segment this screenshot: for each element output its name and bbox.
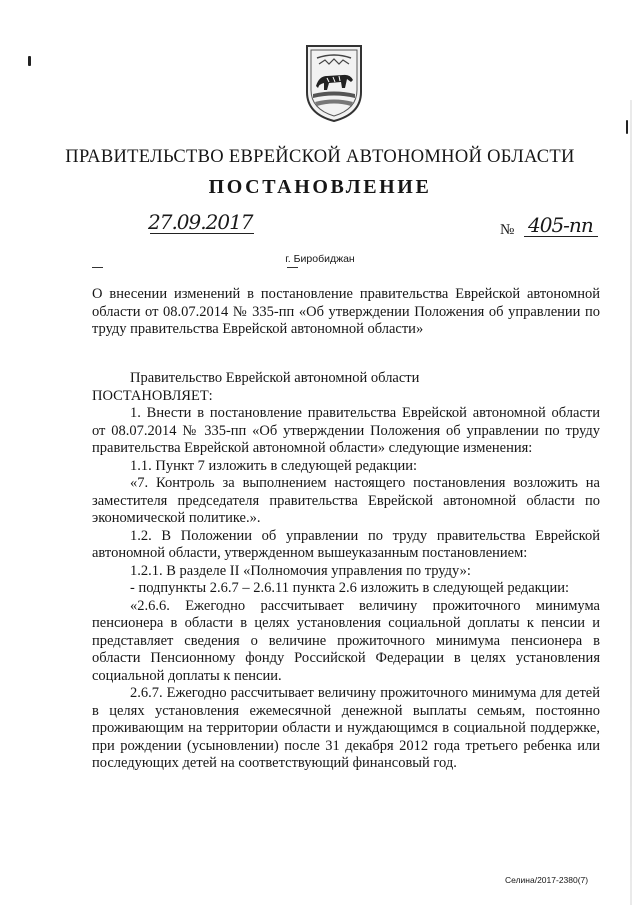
decree-heading: ПОСТАНОВЛЯЕТ:: [92, 387, 213, 404]
body-paragraph: - подпункты 2.6.7 – 2.6.11 пункта 2.6 изложить в следующей редакции:: [130, 580, 569, 596]
number-sign: №: [500, 222, 515, 238]
body-paragraph: 1.2. В Положении об управлении по труду правительства Еврейской автономной области, утвержденном вышеуказанным постановлением:: [92, 527, 600, 561]
document-body: [92, 370, 600, 773]
scan-speck: [28, 56, 31, 66]
coat-of-arms-emblem: [303, 42, 365, 124]
date-underline: [150, 233, 254, 234]
subject-corner-mark-left: [92, 267, 103, 268]
body-paragraph: Правительство Еврейской автономной области: [130, 370, 420, 386]
body-paragraph: 2.6.7. Ежегодно рассчитывает величину прожиточного минимума для детей в целях установления ежемесячной денежной выплаты семьям, постоянно проживающим на территории области и нуждающимся в социальной поддержке, при рождении (усыновлении) после 31 декабря 2012 года третьего ребенка или последующих детей на соответствующий финансовый год.: [92, 685, 600, 771]
body-paragraph: 1.1. Пункт 7 изложить в следующей редакции:: [130, 457, 418, 474]
scan-speck: [626, 120, 628, 134]
body-paragraph: 1.2.1. В разделе II «Полномочия управления по труду»:: [130, 562, 471, 579]
government-title: ПРАВИТЕЛЬСТВО ЕВРЕЙСКОЙ АВТОНОМНОЙ ОБЛАСТИ: [65, 147, 575, 167]
body-paragraph: «2.6.6. Ежегодно рассчитывает величину прожиточного минимума пенсионера в области в целях установления социальной доплаты к пенсии и представляет сведения о величине прожиточного минимума пенсионера в области Пенсионному фонду Российской Федерации в целях установления социальной доплаты к пенсии.: [92, 597, 600, 684]
handwritten-number: 405-пп: [528, 213, 593, 237]
footer-code: Селина/2017-2380(7): [505, 875, 589, 885]
subject-text: О внесении изменений в постановление правительства Еврейской автономной области от 08.07.2014 № 335-пп «Об утверждении Положения об управлении по труду правительства Еврейской автономной области»: [92, 286, 600, 337]
city-label: г. Биробиджан: [285, 253, 355, 265]
scan-edge-shadow: [630, 100, 632, 905]
body-paragraph: «7. Контроль за выполнением настоящего постановления возложить на заместителя председателя правительства Еврейской автономной области по экономической политике.».: [92, 475, 600, 526]
number-underline: [524, 236, 598, 237]
handwritten-date: 27.09.2017: [148, 210, 253, 234]
subject-corner-mark-right: [287, 267, 298, 268]
body-paragraph: 1. Внести в постановление правительства Еврейской автономной области от 08.07.2014 № 335-пп «Об утверждении Положения об управлении по труду правительства Еврейской автономной области» следующие изменения:: [92, 405, 600, 456]
document-type-heading: ПОСТАНОВЛЕНИЕ: [208, 176, 432, 198]
subject-block: [92, 286, 600, 339]
